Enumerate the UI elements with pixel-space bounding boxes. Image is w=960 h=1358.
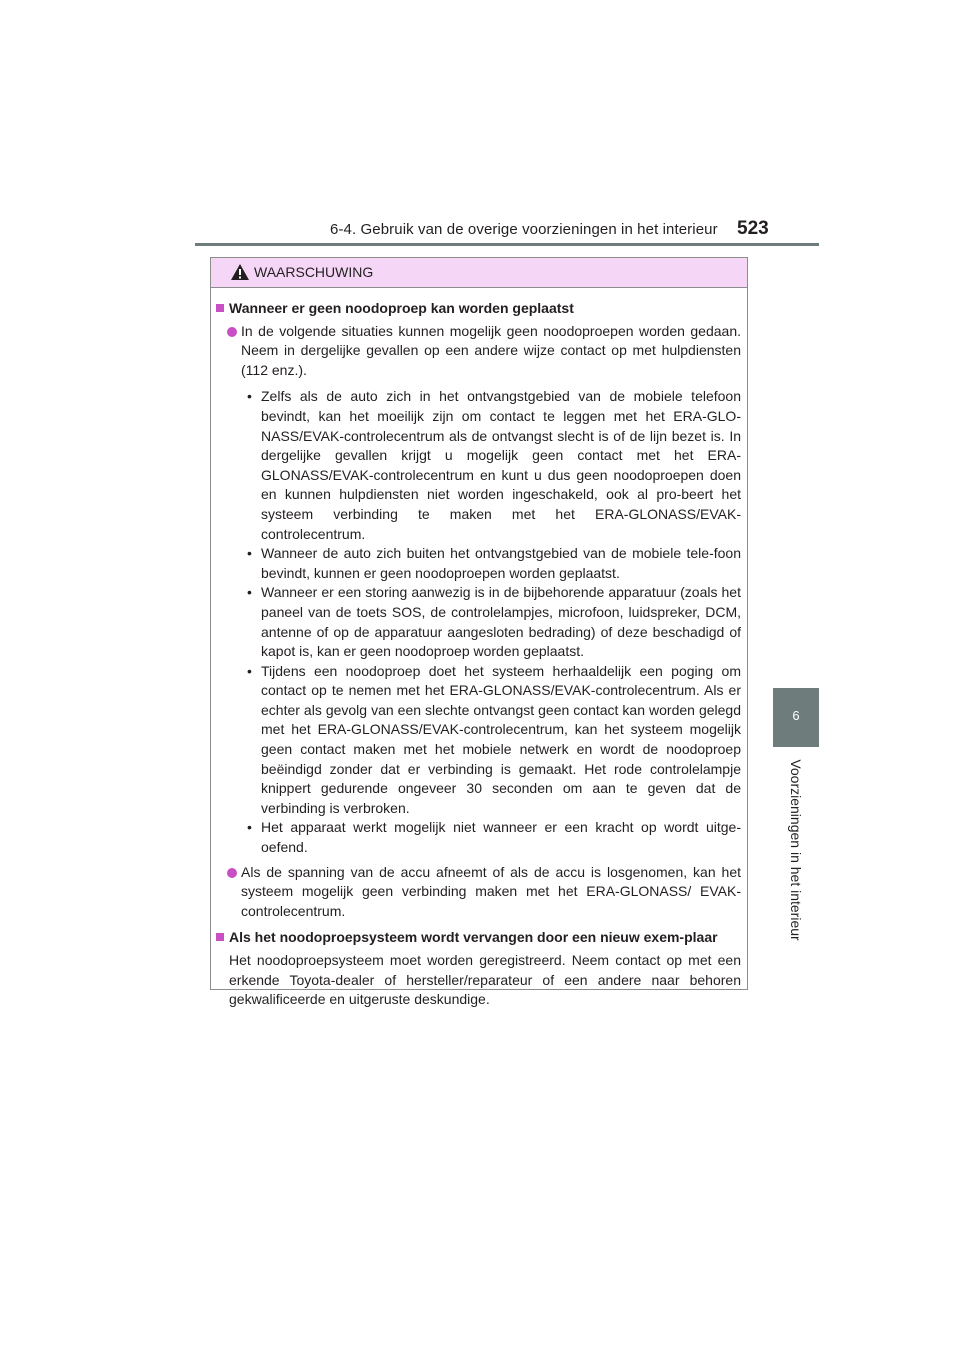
sub-bullet-item (216, 662, 741, 819)
list-item (216, 322, 741, 381)
bullet-mark: • (247, 545, 252, 562)
square-bullet-icon (216, 933, 224, 941)
section-paragraph: Het noodoproepsysteem moet worden geregistreerd. Neem contact op met een erkende Toyota-dealer of hersteller/reparateur of een andere naar behoren gekwalificeerde en uitgeruste deskundige. (229, 952, 741, 1008)
sub-bullet-item (216, 583, 741, 661)
section-heading (216, 299, 741, 319)
sub-bullet-text: Wanneer er een storing aanwezig is in de bijbehorende apparatuur (zoals het paneel van de toets SOS, de controlelampjes, microfoon, luidspreker, DCM, antenne of op de apparatuur aangesloten bedrading) of deze beschadigd of kapot is, kan er geen noodoproep worden geplaatst. (261, 584, 741, 660)
sub-bullet-item (216, 818, 741, 857)
warning-body (211, 288, 747, 1010)
chapter-number: 6 (792, 708, 800, 723)
circle-bullet-icon (227, 327, 237, 337)
warning-title: WAARSCHUWING (254, 264, 374, 280)
list-item-text: Als de spanning van de accu afneemt of als de accu is losgenomen, kan het systeem mogelijk geen verbinding maken met het ERA-GLONASS/ EVAK-controlecentrum. (241, 863, 741, 919)
sub-bullet-text: Tijdens een noodoproep doet het systeem herhaaldelijk een poging om contact op te nemen met het ERA-GLONASS/EVAK-controlecentrum. Als er echter als gevolg van een slechte ontvangst geen contact kan worden gelegd met het ERA-GLONASS/EVAK-controlecentrum, kan het systeem mogelijk geen contact maken met het mobiele netwerk en wordt de noodoproep beëindigd zonder dat er verbinding is gemaakt. Het rode controlelampje knippert gedurende ongeveer 30 seconden om aan te geven dat de verbinding is verbroken. (261, 662, 741, 816)
square-bullet-icon (216, 304, 224, 312)
warning-box (210, 257, 748, 1008)
sub-bullet-item (216, 544, 741, 583)
bullet-mark: • (247, 584, 252, 601)
warning-header (211, 258, 747, 288)
section-heading-text: Als het noodoproepsysteem wordt vervangen door een nieuw exem-plaar (229, 929, 718, 946)
bullet-mark: • (247, 388, 252, 405)
section-heading-text: Wanneer er geen noodoproep kan worden geplaatst (229, 300, 574, 316)
sub-bullet-list (216, 387, 741, 857)
sub-bullet-text: Wanneer de auto zich buiten het ontvangstgebied van de mobiele tele-foon bevindt, kunnen er geen noodoproepen worden geplaatst. (261, 545, 741, 581)
bullet-mark: • (247, 819, 252, 836)
circle-bullet-icon (227, 868, 237, 878)
chapter-tab (773, 688, 819, 747)
sub-bullet-text: Zelfs als de auto zich in het ontvangstgebied van de mobiele telefoon bevindt, kan het moeilijk zijn om contact te leggen met het ERA-GLO-NASS/EVAK-controlecentrum als de ontvangst slecht is of de lijn bezet is. In dergelijke gevallen krijgt u mogelijk geen contact met het ERA-GLONASS/EVAK-controlecentrum en kunt u dus geen noodoproepen doen en kunnen hulpdiensten niet worden ingeschakeld, ook al pro-beert het systeem verbinding te maken met het ERA-GLONASS/EVAK-controlecentrum. (261, 388, 741, 542)
list-item (216, 863, 741, 922)
page-number: 523 (737, 218, 769, 239)
section-heading (216, 928, 741, 948)
header-rule (195, 243, 819, 246)
warning-triangle-icon (230, 263, 250, 281)
sub-bullet-text: Het apparaat werkt mogelijk niet wanneer er een kracht op wordt uitge-oefend. (261, 819, 741, 856)
bullet-mark: • (247, 662, 252, 679)
sub-bullet-item (216, 387, 741, 544)
chapter-label: Voorzieningen in het interieur (788, 759, 804, 941)
running-header: 6-4. Gebruik van de overige voorzieningen in het interieur (330, 221, 718, 238)
list-item-text: In de volgende situaties kunnen mogelijk geen noodoproepen worden gedaan. Neem in dergelijke gevallen op een andere wijze contact op met hulpdiensten (112 enz.). (241, 322, 741, 378)
